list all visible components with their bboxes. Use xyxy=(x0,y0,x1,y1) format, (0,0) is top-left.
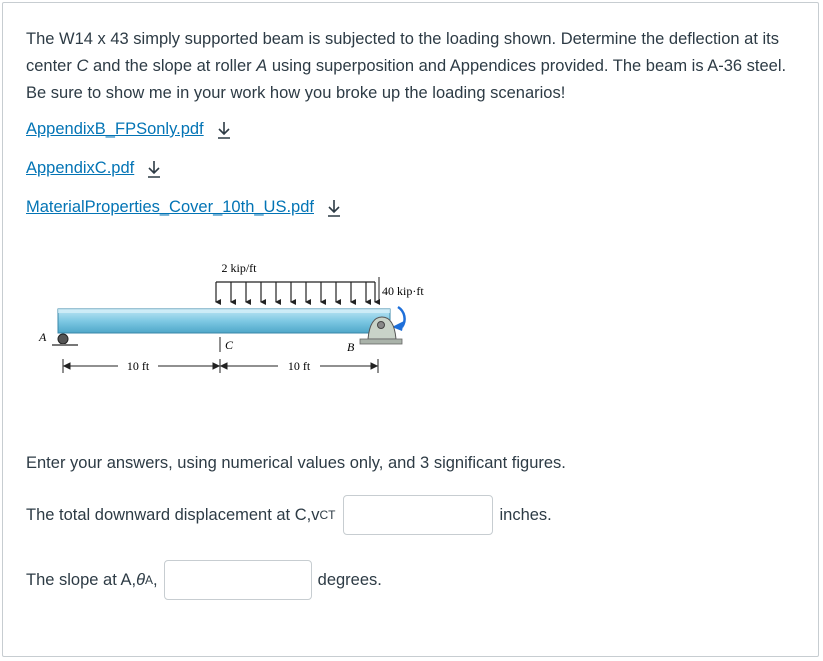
slope-input[interactable] xyxy=(164,560,312,600)
question-text-part2: and the slope at roller xyxy=(88,57,257,75)
slope-unit: degrees. xyxy=(317,570,382,589)
download-icon[interactable] xyxy=(326,198,342,218)
question-text xyxy=(26,26,801,107)
question-text-part3: using superposition and Appendices provided. The beam is A-36 steel. Be sure to show me in your work how you broke up the loading scenarios! xyxy=(26,57,787,102)
slope-label: The slope at A, xyxy=(26,570,137,589)
slope-subscript: A xyxy=(145,573,154,587)
roller-support-a xyxy=(58,334,68,344)
instructions: Enter your answers, using numerical values only, and 3 significant figures. xyxy=(26,454,566,472)
displacement-symbol: v xyxy=(311,505,320,524)
download-icon[interactable] xyxy=(146,159,162,179)
question-text-part1: The W14 x 43 simply supported beam is subjected to the loading shown. Determine the deflection at its center xyxy=(26,30,779,75)
moment-label: 40 kip·ft xyxy=(382,284,424,298)
attachment-list xyxy=(26,120,342,237)
attachment-link-material-properties[interactable]: MaterialProperties_Cover_10th_US.pdf xyxy=(26,198,314,216)
question-center-label: C xyxy=(76,57,89,75)
download-icon[interactable] xyxy=(216,120,232,140)
distributed-load-arrows xyxy=(216,282,375,302)
question-roller-label: A xyxy=(256,57,268,75)
dimension-left-label: 10 ft xyxy=(126,359,150,373)
slope-suffix: , xyxy=(153,570,158,589)
attachment-item xyxy=(26,120,342,159)
distributed-load-label: 2 kip/ft xyxy=(221,261,257,275)
support-b-label: B xyxy=(347,340,355,354)
displacement-label: The total downward displacement at C, xyxy=(26,505,312,524)
displacement-input[interactable] xyxy=(343,495,493,535)
attachment-link-appendix-c[interactable]: AppendixC.pdf xyxy=(26,159,135,177)
point-c-label: C xyxy=(225,338,234,352)
beam-diagram xyxy=(30,255,460,385)
dimension-lines xyxy=(63,359,378,373)
slope-row xyxy=(26,560,382,600)
dimension-right-label: 10 ft xyxy=(287,359,311,373)
displacement-subscript: CT xyxy=(319,508,336,522)
support-a-label: A xyxy=(39,330,47,344)
displacement-row xyxy=(26,495,552,535)
attachment-item xyxy=(26,159,342,198)
attachment-link-appendix-b[interactable]: AppendixB_FPSonly.pdf xyxy=(26,120,204,138)
slope-symbol: θ xyxy=(136,570,146,589)
attachment-item xyxy=(26,198,342,237)
displacement-unit: inches. xyxy=(499,505,552,524)
